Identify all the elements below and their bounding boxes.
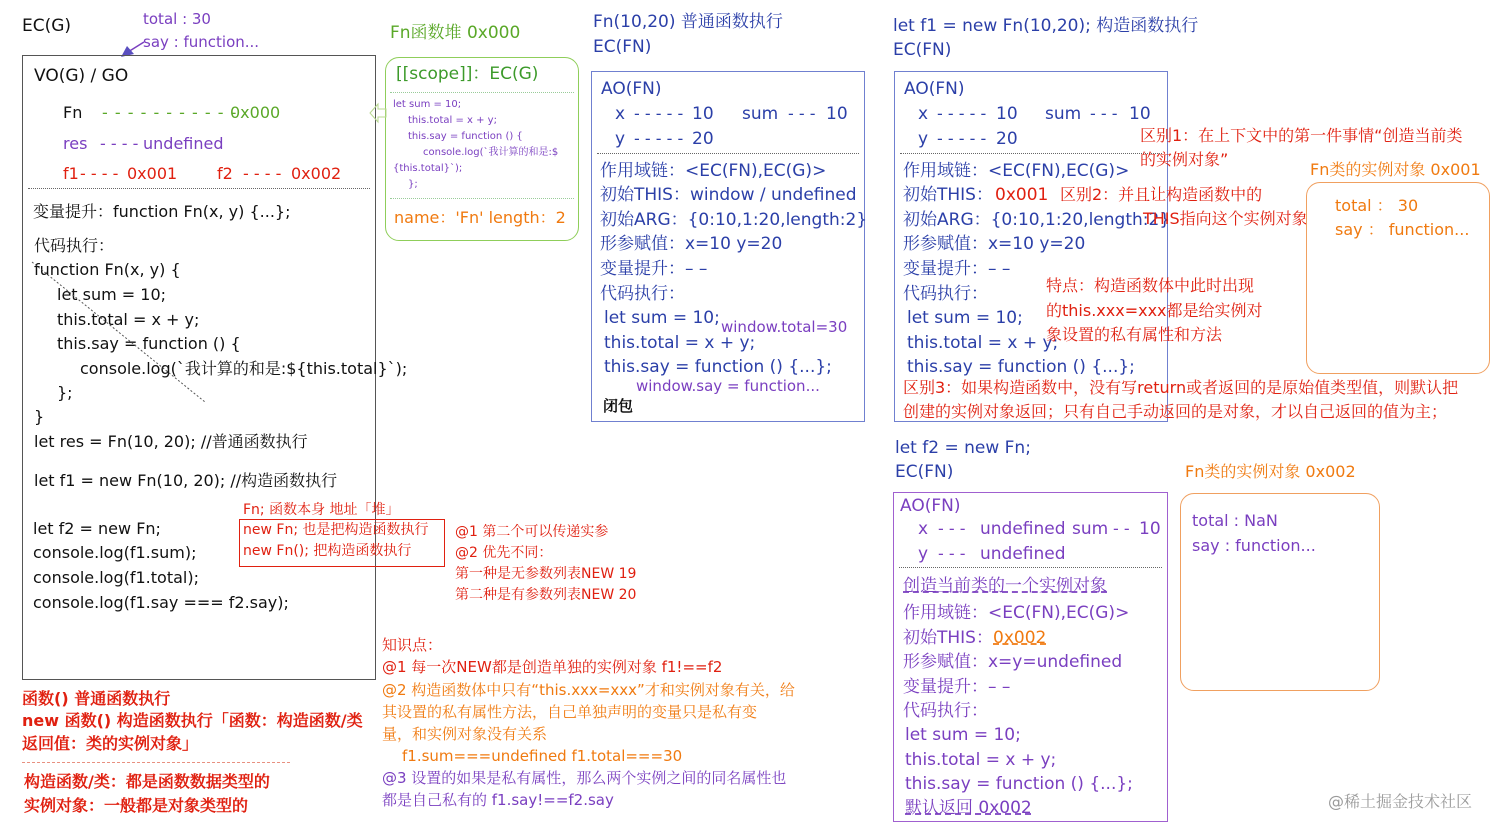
global-total-label: total : 30 (143, 10, 211, 28)
global-hoist: 变量提升：function Fn(x, y) {...}; (33, 202, 291, 221)
normal-exec-title: Fn(10,20) 普通函数执行 (593, 12, 783, 32)
normal-x: x (615, 104, 626, 124)
knowledge-line-2b: f1.sum===undefined f1.total===30 (402, 747, 683, 765)
diff1-line: 的实例对象” (1140, 150, 1229, 169)
normal-y: y (615, 129, 626, 149)
ctor-divider (900, 153, 1162, 154)
normal-ec-title: EC(FN) (593, 37, 652, 57)
normal-line: 变量提升：– – (600, 259, 708, 279)
heap-code-line: console.log(`我计算的和是:$ (423, 147, 559, 158)
f2-code: this.total = x + y; (905, 750, 1057, 770)
var-f2-value: 0x002 (291, 164, 342, 183)
res-link-dash: - - - - (100, 134, 139, 153)
closure-label: 闭包 (603, 397, 634, 415)
knowledge-line-2: 其设置的私有属性方法，自己单独声明的变量只是私有变 (382, 703, 758, 721)
knowledge-line-1: @1 每一次NEW都是创造单独的实例对象 f1!==f2 (382, 658, 723, 676)
f1-link-dash: - - - - (80, 164, 119, 183)
heap-scope: [[scope]]：EC(G) (396, 64, 539, 84)
dash: - - - - - (937, 129, 987, 148)
heap-props: name：'Fn' length：2 (394, 208, 566, 227)
new-note-line: new Fn(); 把构造函数执行 (243, 543, 412, 559)
f2-ao-title: AO(FN) (900, 496, 961, 516)
ctor-sum: sum (1045, 104, 1082, 124)
notes-divider (22, 762, 290, 763)
code-line: console.log(f1.total); (33, 568, 199, 587)
f2-param: 形参赋值：x=y=undefined (903, 652, 1123, 672)
normal-line: let sum = 10; (604, 308, 720, 328)
heap-code-line: this.say = function () { (408, 131, 523, 142)
code-line: let sum = 10; (57, 285, 167, 304)
inst1-say: say ： function... (1335, 220, 1470, 239)
normal-sum-val: 10 (826, 104, 848, 124)
code-line: console.log(f1.say === f2.say); (33, 593, 289, 612)
normal-y-val: 20 (692, 129, 714, 149)
inst1-title: Fn类的实例对象 0x001 (1310, 160, 1481, 179)
f2-x-val: undefined (980, 519, 1066, 539)
ctor-y-val: 20 (996, 129, 1018, 149)
ctor-exec: 代码执行： (903, 284, 988, 304)
diff1-line: 区别1：在上下文中的第一件事情“创造当前类 (1140, 126, 1463, 145)
f2-exec: 代码执行： (903, 701, 988, 721)
vo-divider (28, 188, 370, 189)
var-f1-value: 0x001 (127, 164, 178, 183)
ctor-hoist: 变量提升：– – (903, 259, 1011, 279)
inst1-total: total ： 30 (1335, 196, 1419, 215)
ctor-x: x (918, 104, 929, 124)
code-line: } (34, 407, 45, 426)
knowledge-line-3: 都是自己私有的 f1.say!==f2.say (382, 791, 614, 809)
normal-line: 形参赋值：x=10 y=20 (600, 234, 783, 254)
code-line: let f2 = new Fn; (33, 519, 161, 538)
heap-code-line: let sum = 10; (393, 99, 462, 110)
dash: - - - (1090, 104, 1118, 123)
f2-default-return: 默认返回 0x002 (905, 798, 1032, 818)
normal-line: 初始ARG：{0:10,1:20,length:2} (600, 210, 868, 230)
note-return-value: 返回值：类的实例对象」 (22, 734, 199, 753)
new-detail-line: 第二种是有参数列表NEW 20 (455, 587, 637, 603)
f2-this-value: 0x002 (993, 628, 1047, 648)
normal-line: this.say = function () {...}; (604, 357, 832, 377)
diff2-line: THIS指向这个实例对象 (1143, 209, 1308, 228)
var-res: res (63, 134, 88, 153)
dash: - - - - - (634, 129, 684, 148)
f2-code: this.say = function () {...}; (905, 774, 1133, 794)
vo-go-title: VO(G) / GO (34, 66, 129, 86)
dash: - - - (788, 104, 816, 123)
note-ctor-type: 构造函数/类：都是函数数据类型的 (24, 772, 270, 791)
knowledge-line-2: 量，和实例对象没有关系 (382, 725, 548, 743)
inst2-total: total : NaN (1192, 511, 1278, 530)
dash: - - - (938, 544, 966, 563)
new-note-line: new Fn; 也是把构造函数执行 (243, 522, 429, 538)
var-res-value: undefined (143, 134, 224, 153)
fn-link-dash: - - - - - - - - - - - (102, 103, 238, 122)
diff3-line: 创建的实例对象返回；只有自己手动返回的是对象，才以自己返回的值为主； (903, 402, 1448, 421)
heap-code-line: this.total = x + y; (408, 115, 497, 126)
f2-code: let sum = 10; (905, 725, 1021, 745)
normal-line: 代码执行： (600, 284, 685, 304)
ctor-code: let sum = 10; (907, 308, 1023, 328)
ctor-ec-title: EC(FN) (893, 40, 952, 60)
dash: - - - (938, 519, 966, 538)
ctor-param: 形参赋值：x=10 y=20 (903, 234, 1086, 254)
global-exec-label: 代码执行： (34, 236, 115, 255)
f2-x: x (918, 519, 929, 539)
code-line: this.total = x + y; (57, 310, 200, 329)
code-line: let res = Fn(10, 20); //普通函数执行 (34, 432, 308, 451)
new-detail-line: @1 第二个可以传递实参 (455, 524, 609, 540)
f2-sum: sum (1072, 519, 1109, 539)
f2-y-val: undefined (980, 544, 1066, 564)
ctor-ao-title: AO(FN) (904, 79, 965, 99)
ecg-title: EC(G) (22, 16, 72, 36)
var-fn-value: 0x000 (230, 103, 281, 122)
heap-title: Fn函数堆 0x000 (390, 23, 521, 43)
heap-code-line: }; (408, 179, 418, 190)
global-say-label: say : function... (143, 33, 260, 51)
heap-arrow-icon (368, 102, 388, 124)
var-f1: f1 (63, 164, 79, 183)
note-instance-type: 实例对象：一般都是对象类型的 (24, 796, 249, 815)
f2-sum-val: 10 (1139, 519, 1161, 539)
new-detail-line: @2 优先不同： (455, 545, 553, 561)
ctor-this-label: 初始THIS： (903, 185, 993, 205)
diff2-line: 区别2：并且让构造函数中的 (1060, 185, 1263, 204)
dash: - - - - - (634, 104, 684, 123)
var-f2: f2 (217, 164, 233, 183)
heap-code-line: {this.total}`); (393, 163, 463, 174)
feature-line: 象设置的私有属性和方法 (1046, 325, 1223, 344)
normal-sum: sum (742, 104, 779, 124)
diff3-line: 区别3：如果构造函数中，没有写return或者返回的是原始值类型值，则默认把 (903, 378, 1459, 397)
new-detail-line: 第一种是无参数列表NEW 19 (455, 566, 637, 582)
ctor-this-value: 0x001 (995, 185, 1049, 205)
normal-line: 初始THIS：window / undefined (600, 185, 857, 205)
watermark: @稀土掘金技术社区 (1328, 792, 1473, 811)
normal-divider (597, 153, 859, 154)
note-new-call: new 函数() 构造函数执行「函数：构造函数/类 (22, 711, 363, 730)
code-line: console.log(f1.sum); (33, 543, 197, 562)
f2-link-dash: - - - - (243, 164, 282, 183)
f2-scope: 作用域链：<EC(FN),EC(G)> (903, 603, 1130, 623)
ctor-exec-title: let f1 = new Fn(10,20); 构造函数执行 (893, 16, 1199, 36)
code-line: console.log(`我计算的和是:${this.total}`); (80, 359, 408, 378)
inst2-title: Fn类的实例对象 0x002 (1185, 462, 1356, 481)
new-note-line: Fn; 函数本身 地址「堆」 (243, 502, 400, 518)
f2-exec-title: let f2 = new Fn; (895, 438, 1031, 458)
feature-line: 的this.xxx=xxx都是给实例对 (1046, 301, 1263, 320)
ctor-code: this.say = function () {...}; (907, 357, 1135, 377)
ctor-code: this.total = x + y; (907, 333, 1059, 353)
heap-divider-top (390, 92, 574, 93)
normal-line: 作用域链：<EC(FN),EC(G)> (600, 161, 827, 181)
ctor-y: y (918, 129, 929, 149)
heap-divider-bottom (390, 198, 574, 199)
window-total-note: window.total=30 (721, 318, 848, 336)
knowledge-line-2: @2 构造函数体中只有“this.xxx=xxx”才和实例对象有关，给 (382, 681, 795, 699)
normal-x-val: 10 (692, 104, 714, 124)
ctor-scope: 作用域链：<EC(FN),EC(G)> (903, 161, 1130, 181)
inst2-say: say : function... (1192, 536, 1316, 555)
ctor-x-val: 10 (996, 104, 1018, 124)
f2-y: y (918, 544, 929, 564)
dash: - - (1113, 519, 1130, 538)
ctor-arg: 初始ARG：{0:10,1:20,length:2} (903, 210, 1171, 230)
knowledge-title: 知识点： (382, 636, 443, 654)
feature-line: 特点：构造函数体中此时出现 (1046, 276, 1255, 295)
f2-ec-title: EC(FN) (895, 462, 954, 482)
var-fn: Fn (63, 103, 83, 122)
code-line: this.say = function () { (57, 334, 241, 353)
code-line: function Fn(x, y) { (34, 260, 181, 279)
f2-divider (899, 567, 1162, 568)
knowledge-line-3: @3 设置的如果是私有属性，那么两个实例之间的同名属性也 (382, 769, 787, 787)
normal-line: this.total = x + y; (604, 333, 756, 353)
normal-ao-title: AO(FN) (601, 79, 662, 99)
f2-this-label: 初始THIS： (903, 628, 993, 648)
window-say-note: window.say = function... (636, 377, 820, 395)
dash: - - - - - (937, 104, 987, 123)
code-line: let f1 = new Fn(10, 20); //构造函数执行 (34, 471, 338, 490)
code-line: }; (57, 383, 73, 402)
ctor-sum-val: 10 (1129, 104, 1151, 124)
note-normal-call: 函数() 普通函数执行 (22, 689, 171, 708)
f2-create-instance: 创造当前类的一个实例对象 (903, 576, 1107, 596)
f2-hoist: 变量提升：– – (903, 677, 1011, 697)
function-body-dotted-line (30, 258, 210, 408)
